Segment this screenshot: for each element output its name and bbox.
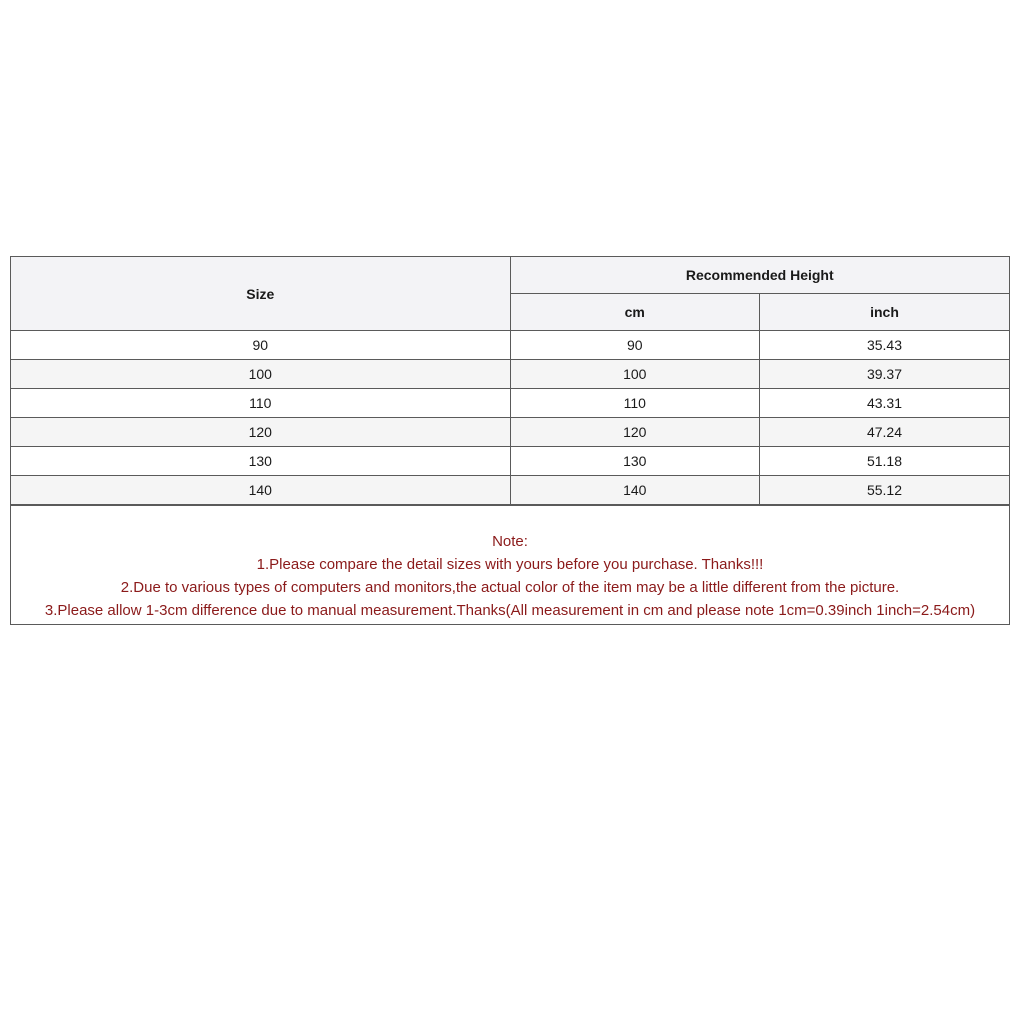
size-cell: 130 xyxy=(11,447,510,476)
notes-section xyxy=(11,505,1009,624)
inch-cell: 47.24 xyxy=(760,418,1010,447)
size-table xyxy=(11,257,1009,505)
cm-cell: 110 xyxy=(510,389,760,418)
table-row xyxy=(11,476,1009,505)
size-cell: 140 xyxy=(11,476,510,505)
size-header: Size xyxy=(11,257,510,331)
size-chart xyxy=(10,256,1010,625)
inch-header: inch xyxy=(760,294,1010,331)
note-line-1: 1.Please compare the detail sizes with yours before you purchase. Thanks!!! xyxy=(256,556,764,573)
size-cell: 110 xyxy=(11,389,510,418)
cm-header: cm xyxy=(510,294,760,331)
size-cell: 100 xyxy=(11,360,510,389)
table-row xyxy=(11,418,1009,447)
table-row xyxy=(11,331,1009,360)
cm-cell: 100 xyxy=(510,360,760,389)
inch-cell: 43.31 xyxy=(760,389,1010,418)
cm-cell: 130 xyxy=(510,447,760,476)
inch-cell: 35.43 xyxy=(760,331,1010,360)
size-cell: 90 xyxy=(11,331,510,360)
inch-cell: 51.18 xyxy=(760,447,1010,476)
cm-cell: 90 xyxy=(510,331,760,360)
recommended-height-header: Recommended Height xyxy=(510,257,1009,294)
cm-cell: 140 xyxy=(510,476,760,505)
size-cell: 120 xyxy=(11,418,510,447)
header-row xyxy=(11,257,1009,294)
table-row xyxy=(11,360,1009,389)
note-line-2: 2.Due to various types of computers and monitors,the actual color of the item may be a little different from the picture. xyxy=(120,579,900,596)
note-title: Note: xyxy=(492,533,528,550)
table-row xyxy=(11,389,1009,418)
note-line-3: 3.Please allow 1-3cm difference due to manual measurement.Thanks(All measurement in cm and please note 1cm=0.39inch 1inch=2.54cm) xyxy=(44,602,976,619)
cm-cell: 120 xyxy=(510,418,760,447)
inch-cell: 55.12 xyxy=(760,476,1010,505)
inch-cell: 39.37 xyxy=(760,360,1010,389)
table-row xyxy=(11,447,1009,476)
